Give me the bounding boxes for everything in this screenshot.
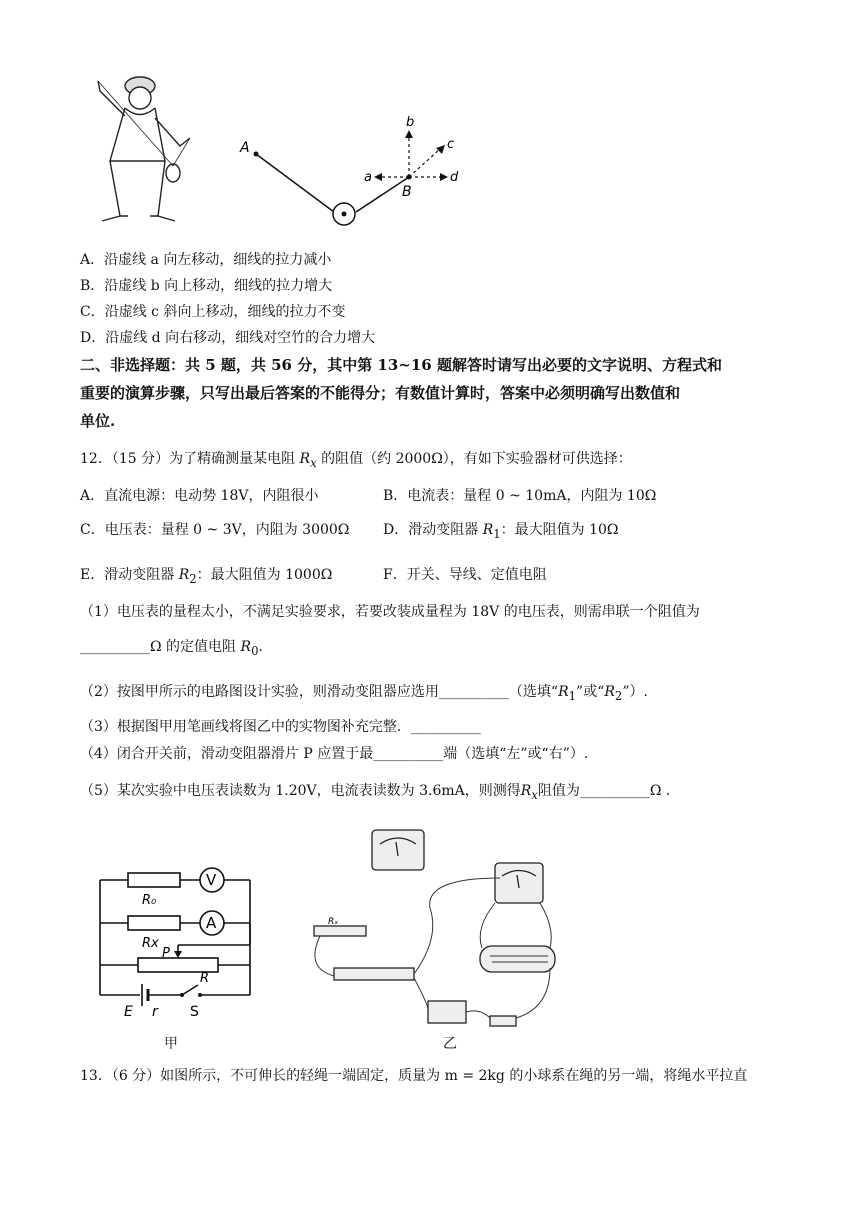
label-a-arrow: a — [364, 170, 372, 185]
label-c-arrow: c — [447, 137, 455, 152]
point-a — [254, 152, 259, 157]
label-a-point: A — [240, 140, 250, 156]
q12-part1-line2: __________Ω 的定值电阻 $R_0$. — [80, 639, 263, 658]
ammeter-device — [495, 863, 543, 903]
diabolo-figure — [80, 66, 480, 246]
q12-part1-line1: （1）电压表的量程太小，不满足实验要求，若要改装成量程为 18V 的电压表，则需串联一个阻值为 — [80, 604, 700, 620]
internal-r-label: r — [152, 1004, 158, 1020]
arrow-b — [405, 130, 413, 138]
voltmeter-device — [372, 830, 424, 870]
q12-part4: （4）闭合开关前，滑动变阻器滑片 P 应置于最__________端（选填“左”或“右”）. — [80, 746, 589, 762]
battery-box — [428, 1001, 466, 1023]
label-b-point: B — [402, 184, 412, 200]
circuit-diagram — [90, 860, 270, 1025]
q12-option-a: A．直流电源：电动势 18V，内阻很小 — [80, 488, 319, 504]
section2-line3: 单位. — [80, 412, 116, 430]
q13-stem: 13．（6 分）如图所示，不可伸长的轻绳一端固定，质量为 m = 2kg 的小球系在绳的另一端，将绳水平拉直 — [80, 1068, 748, 1084]
switch-label: S — [190, 1004, 199, 1020]
q12-option-d: D．滑动变阻器 $R_1$：最大阻值为 10Ω — [383, 522, 619, 541]
rx-label: Rx — [142, 936, 159, 951]
q12-stem: 12．（15 分）为了精确测量某电阻 $R_x$ 的阻值（约 2000Ω），有如下实验器材可供选择： — [80, 451, 632, 470]
resistor-r0 — [128, 873, 180, 887]
rx-board — [334, 968, 414, 980]
apparatus-caption: 乙 — [443, 1036, 457, 1052]
rheostat-device — [480, 946, 555, 972]
emf-label: E — [124, 1004, 133, 1020]
arrow-a — [374, 173, 382, 181]
rheostat-label: R — [200, 971, 210, 986]
rx-photo-label: Rₓ — [328, 917, 339, 927]
circuit-caption: 甲 — [164, 1036, 178, 1052]
q12-part2: （2）按图甲所示的电路图设计实验，则滑动变阻器应选用__________（选填“$R_1$”或“$R_2$”）. — [80, 684, 648, 703]
q12-part3: （3）根据图甲用笔画线将图乙中的实物图补充完整．__________ — [80, 719, 481, 735]
arrow-c — [436, 145, 445, 154]
rope-left — [256, 154, 334, 212]
slider-arrow — [174, 951, 182, 958]
switch-device — [490, 1016, 516, 1026]
section2-line2: 重要的演算步骤，只写出最后答案的不能得分；有数值计算时，答案中必须明确写出数值和 — [80, 384, 681, 402]
apparatus-photo — [300, 818, 570, 1033]
ammeter-label: A — [206, 914, 217, 932]
resistor-rx — [128, 916, 180, 930]
q12-part5: （5）某次实验中电压表读数为 1.20V，电流表读数为 3.6mA，则测得$R_x$阻值为__________Ω . — [80, 783, 671, 802]
slider-p-label: P — [162, 946, 170, 961]
voltmeter-label: V — [206, 871, 217, 889]
q11-option-b: B．沿虚线 b 向上移动，细线的拉力增大 — [80, 278, 333, 294]
q11-option-d: D．沿虚线 d 向右移动，细线对空竹的合力增大 — [80, 330, 376, 346]
r0-board — [314, 926, 366, 936]
q11-option-a: A．沿虚线 a 向左移动，细线的拉力减小 — [80, 252, 332, 268]
arrow-d — [440, 173, 448, 181]
q12-option-e: E．滑动变阻器 $R_2$：最大阻值为 1000Ω — [80, 567, 333, 586]
label-d-arrow: d — [450, 170, 459, 185]
r0-label: R₀ — [142, 893, 157, 908]
section2-line1: 二、非选择题：共 5 题，共 56 分，其中第 13~16 题解答时请写出必要的文字说明、方程式和 — [80, 356, 722, 374]
q12-option-c: C．电压表：量程 0 ~ 3V，内阻为 3000Ω — [80, 522, 350, 538]
q12-option-f: F．开关、导线、定值电阻 — [383, 567, 547, 583]
q12-option-b: B．电流表：量程 0 ~ 10mA，内阻为 10Ω — [383, 488, 657, 504]
label-b-arrow: b — [406, 115, 415, 130]
q11-option-c: C．沿虚线 c 斜向上移动，细线的拉力不变 — [80, 304, 346, 320]
person-illustration — [98, 77, 190, 221]
rheostat — [138, 958, 218, 972]
